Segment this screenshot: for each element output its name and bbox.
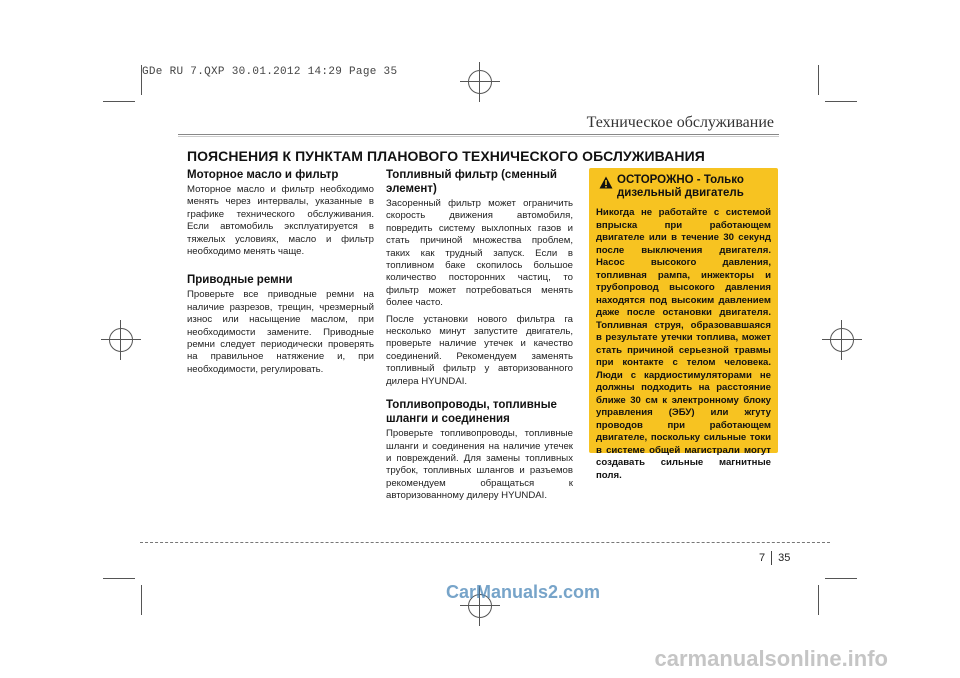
watermark-logo[interactable]: CarManuals2.com <box>446 582 601 602</box>
drive-belts-heading: Приводные ремни <box>187 274 293 287</box>
warning-box <box>589 168 778 481</box>
crop-mark <box>141 585 142 615</box>
middle-column <box>386 168 573 507</box>
fuel-lines-text: Проверьте топливопроводы, топливные шланги и соединения на наличие утечек и повреждений. Для замены топливных трубок, топливных шлангов и разъемов рекомендуем обращаться к авторизованному дилеру HYUNDAI. <box>386 428 573 502</box>
engine-oil-heading: Моторное масло и фильтр <box>187 169 339 181</box>
footer-divider <box>140 542 830 543</box>
warning-triangle-icon <box>599 176 613 194</box>
header-rule <box>178 136 779 137</box>
crop-mark <box>825 101 857 102</box>
registration-mark-top <box>460 62 500 102</box>
page-title: ПОЯСНЕНИЯ К ПУНКТАМ ПЛАНОВОГО ТЕХНИЧЕСКОГО ОБСЛУЖИВАНИЯ <box>187 148 705 164</box>
left-column <box>187 168 374 380</box>
fuel-lines-heading: Топливопроводы, топливные шланги и соединения <box>386 399 557 426</box>
crop-mark <box>825 578 857 579</box>
registration-mark-right <box>822 320 862 360</box>
registration-mark-left <box>101 320 141 360</box>
chapter-number: 7 <box>759 551 766 564</box>
crop-mark <box>818 65 819 95</box>
engine-oil-text: Моторное масло и фильтр необходимо менять через интервалы, указанные в графике технического обслуживания. Если автомобиль эксплуатируется в тяжелых условиях, масло и фильтр необходимо менять чаще. <box>187 184 374 258</box>
print-slug: GDe RU 7.QXP 30.01.2012 14:29 Page 35 <box>142 66 398 78</box>
crop-mark <box>103 578 135 579</box>
fuel-filter-heading: Топливный фильтр (сменный элемент) <box>386 169 558 195</box>
page-number-value: 35 <box>778 551 791 564</box>
header-rule <box>178 134 779 135</box>
page-number <box>759 551 790 565</box>
fuel-filter-text: Засоренный фильтр может ограничить скорость движения автомобиля, повредить систему выхлопных газов и стать причиной множества проблем, таких как трудный запуск. Если в топливном баке скопилось большое количество посторонних частиц, то фильтр может потребоваться менять более часто. <box>386 198 573 309</box>
fuel-filter-text-2: После установки нового фильтра га несколько минут запустите двигатель, проверьте наличие утечек и качество соединений. Рекомендуем заменять топливный фильтр у авторизованного дилера HYUNDAI. <box>386 313 573 387</box>
crop-mark <box>818 585 819 615</box>
watermark-site[interactable]: carmanualsonline.info <box>654 646 888 671</box>
warning-title: ОСТОРОЖНО - Только дизельный двигатель <box>617 174 744 199</box>
warning-text: Никогда не работайте с системой впрыска при работающем двигателе или в течение 30 секунд после выключения двигателя. Насос высокого давления, топливная рампа, инжекторы и трубопровод высокого давления находятся под высоким давлением даже после остановки двигателя. Топливная струя, образовавшаяся в результате утечки топлива, может стать причиной серьезной травмы при контакте с телом человека. Люди с кардиостимуляторами не должны подходить на расстояние ближе 30 см к электронному блоку управления (ЭБУ) или жгуту проводов при работающем двигателе, поскольку сильные токи в системе общей магистрали могут создавать сильные магнитные поля. <box>596 207 771 481</box>
section-title: Техническое обслуживание <box>586 114 774 131</box>
crop-mark <box>103 101 135 102</box>
drive-belts-text: Проверьте все приводные ремни на наличие разрезов, трещин, чрезмерный износ или насыщение маслом, при необходимости замените. Приводные ремни следует периодически проверять на правильное натяжение и, при необходимости, регулировать. <box>187 289 374 375</box>
